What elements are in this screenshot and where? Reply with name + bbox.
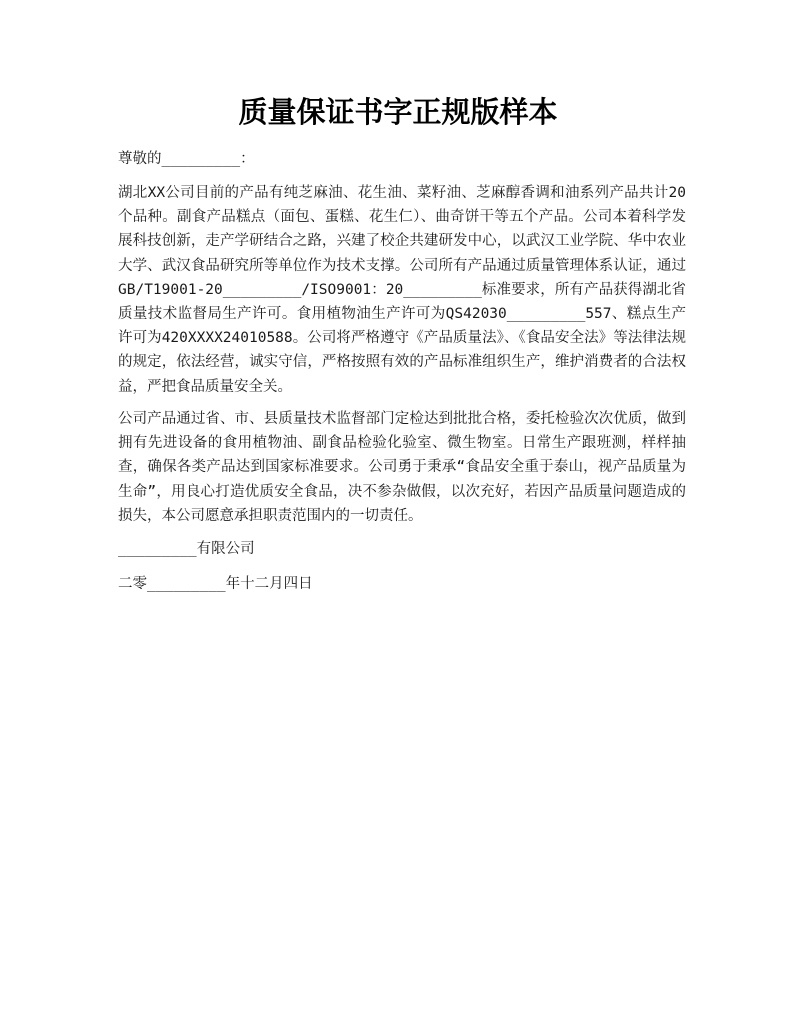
company-signature: _________有限公司 [118, 541, 255, 557]
paragraph-quality-commitment: 公司产品通过省、市、县质量技术监督部门定检达到批批合格，委托检验次次优质，做到拥有先进设备的食用植物油、副食品检验化验室、微生物室。日常生产跟班测，样样抽查，确保各类产品达到国家标准要求。公司勇于秉承“食品安全重于泰山，视产品质量为生命”，用良心打造优质安全食品，决不参杂做假，以次充好，若因产品质量问题造成的损失，本公司愿意承担职责范围内的一切责任。 [118, 411, 686, 524]
greeting-line: 尊敬的_________： [118, 151, 255, 167]
document-date: 二零_________年十二月四日 [118, 576, 313, 592]
document-title: 质量保证书字正规版样本 [238, 95, 558, 129]
paragraph-company-intro: 湖北XX公司目前的产品有纯芝麻油、花生油、菜籽油、芝麻醇香调和油系列产品共计20个品种。副食产品糕点（面包、蛋糕、花生仁）、曲奇饼干等五个产品。公司本着科学发展科技创新，走产学研结合之路，兴建了校企共建研发中心，以武汉工业学院、华中农业大学、武汉食品研究所等单位作为技术支撑。公司所有产品通过质量管理体系认证，通过GB/T19001-20_________/ISO9001：20_________标准要求，所有产品获得湖北省质量技术监督局生产许可。食用植物油生产许可为QS42030_________557、糕点生产许可为420XXXX24010588。公司将严格遵守《产品质量法》、《食品安全法》等法律法规的规定，依法经营，诚实守信，严格按照有效的产品标准组织生产，维护消费者的合法权益，严把食品质量安全关。 [118, 185, 686, 395]
